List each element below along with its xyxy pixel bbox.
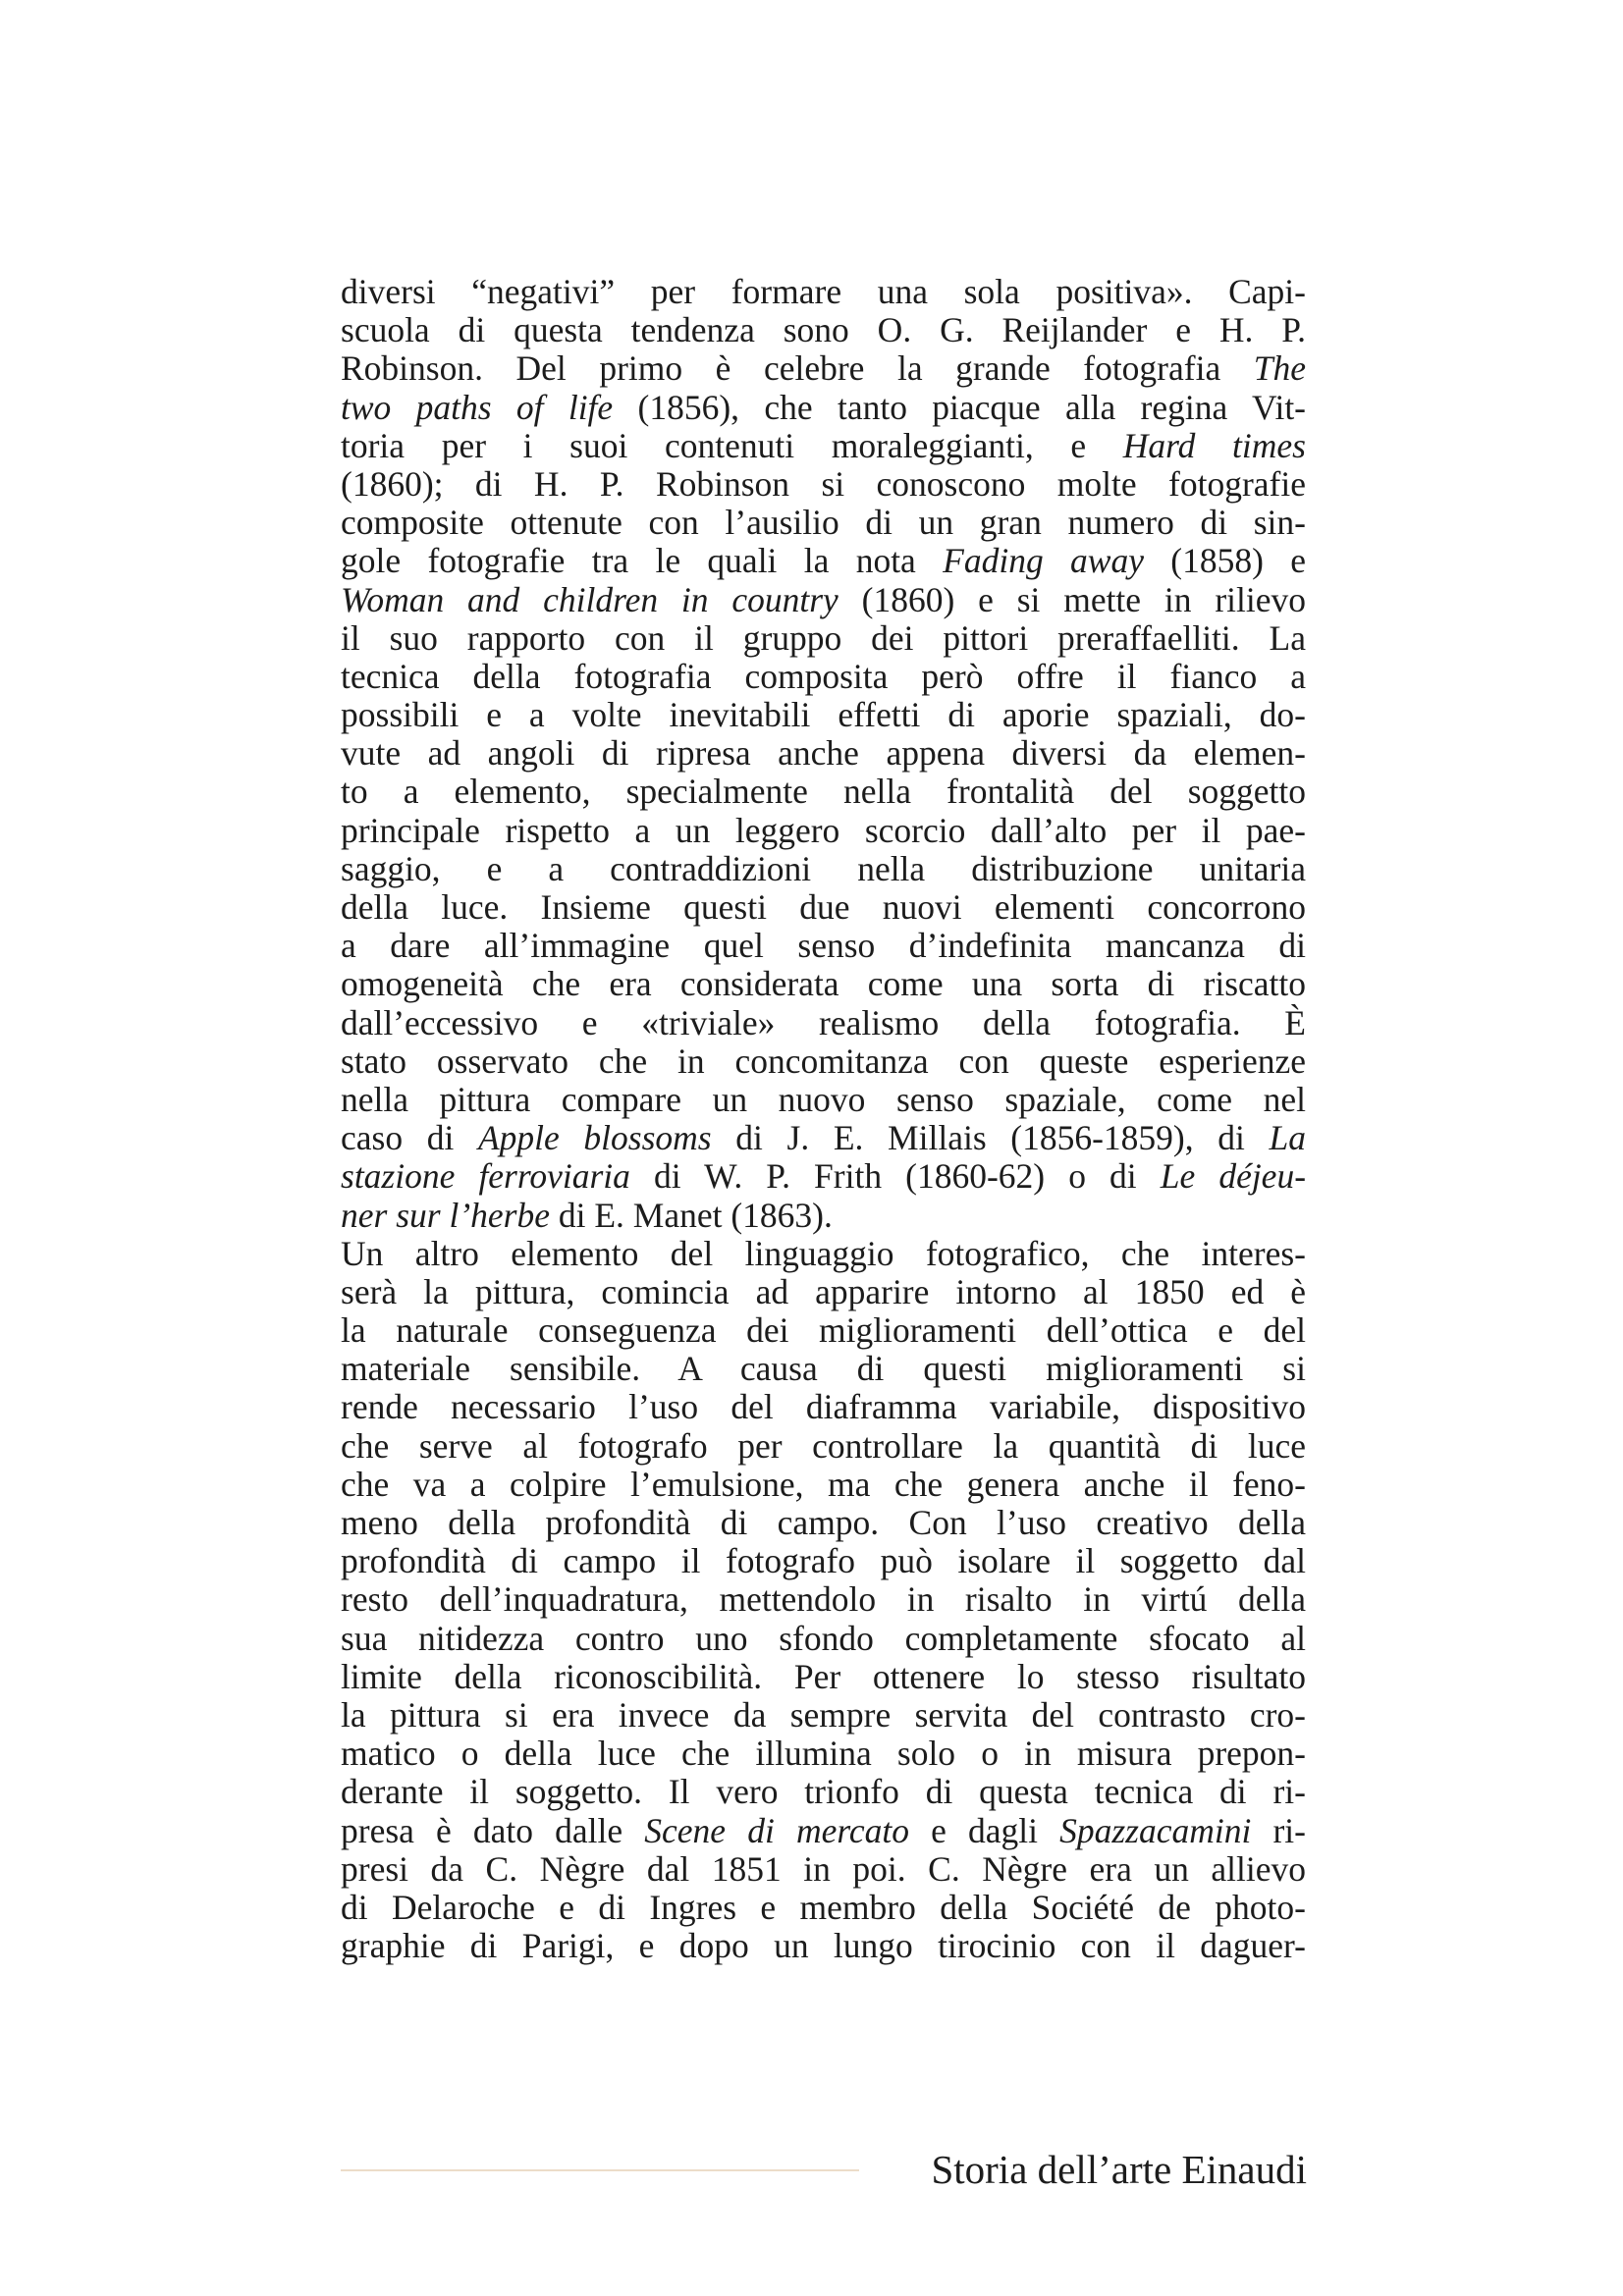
text-line: saggio, e a contraddizioni nella distribuzione unitaria	[341, 848, 1306, 888]
text-line: matico o della luce che illumina solo o in misura prepon-	[341, 1734, 1306, 1774]
text-line: omogeneità che era considerata come una sorta di riscatto	[341, 964, 1306, 1004]
text-line: ner sur l’herbe di E. Manet (1863).	[341, 1195, 833, 1235]
text-line: presi da C. Nègre dal 1851 in poi. C. Nègre era un allievo	[341, 1848, 1306, 1889]
text-line: che serve al fotografo per controllare la quantità di luce	[341, 1425, 1306, 1466]
text-line: Un altro elemento del linguaggio fotografico, che interes-	[341, 1233, 1306, 1273]
italic-title: Le déjeu-	[1160, 1156, 1307, 1197]
text-line: di Delaroche e di Ingres e membro della Société de photo-	[341, 1887, 1306, 1927]
text-line: dall’eccessivo e «triviale» realismo della fotografia. È	[341, 1002, 1306, 1042]
text-line: a dare all’immagine quel senso d’indefinita mancanza di	[341, 926, 1306, 966]
text-line: vute ad angoli di ripresa anche appena diversi da elemen-	[341, 733, 1306, 774]
text-line: Robinson. Del primo è celebre la grande fotografia The	[341, 348, 1306, 389]
text-line: sua nitidezza contro uno sfondo completamente sfocato al	[341, 1618, 1306, 1658]
text-line: limite della riconoscibilità. Per ottenere lo stesso risultato	[341, 1656, 1306, 1696]
text-line: la naturale conseguenza dei miglioramenti dell’ottica e del	[341, 1310, 1306, 1351]
italic-title: ner sur l’herbe	[341, 1195, 550, 1235]
text-line: serà la pittura, comincia ad apparire intorno al 1850 ed è	[341, 1271, 1306, 1311]
text-line: scuola di questa tendenza sono O. G. Reijlander e H. P.	[341, 310, 1306, 350]
italic-title: Apple blossoms	[477, 1118, 712, 1158]
text-line: profondità di campo il fotografo può isolare il soggetto dal	[341, 1541, 1306, 1581]
text-line: nella pittura compare un nuovo senso spaziale, come nel	[341, 1079, 1306, 1119]
text-line: stato osservato che in concomitanza con queste esperienze	[341, 1041, 1306, 1081]
footer-title: Storia dell’arte Einaudi	[931, 2147, 1307, 2192]
text-line: che va a colpire l’emulsione, ma che genera anche il feno-	[341, 1464, 1306, 1504]
text-line: derante il soggetto. Il vero trionfo di questa tecnica di ri-	[341, 1772, 1306, 1812]
text-line: presa è dato dalle Scene di mercato e dagli Spazzacamini ri-	[341, 1810, 1306, 1850]
text-line: caso di Apple blossoms di J. E. Millais (1856-1859), di La	[341, 1118, 1307, 1158]
text-line: stazione ferroviaria di W. P. Frith (1860-62) o di Le déjeu-	[341, 1156, 1307, 1197]
text-line: rende necessario l’uso del diaframma variabile, dispositivo	[341, 1387, 1306, 1427]
text-line: resto dell’inquadratura, mettendolo in risalto in virtú della	[341, 1579, 1306, 1620]
text-line: principale rispetto a un leggero scorcio dall’alto per il pae-	[341, 810, 1306, 850]
italic-title: Scene di mercato	[644, 1810, 909, 1850]
text-line: il suo rapporto con il gruppo dei pittori preraffaelliti. La	[341, 617, 1306, 658]
text-line: meno della profondità di campo. Con l’uso creativo della	[341, 1503, 1306, 1542]
italic-title: The	[1253, 348, 1306, 389]
italic-title: two paths of life	[341, 387, 614, 427]
text-line: della luce. Insieme questi due nuovi elementi concorrono	[341, 887, 1306, 927]
text-line: (1860); di H. P. Robinson si conoscono molte fotografie	[341, 463, 1306, 504]
text-line: tecnica della fotografia composita però offre il fianco a	[341, 656, 1306, 696]
text-line: materiale sensibile. A causa di questi miglioramenti si	[341, 1349, 1306, 1389]
text-line: to a elemento, specialmente nella frontalità del soggetto	[341, 772, 1306, 812]
text-line: toria per i suoi contenuti moraleggianti, e Hard times	[341, 425, 1306, 465]
text-line: composite ottenute con l’ausilio di un gran numero di sin-	[341, 503, 1306, 543]
italic-title: La	[1269, 1118, 1307, 1158]
body-text	[341, 273, 1306, 1965]
italic-title: Spazzacamini	[1059, 1810, 1252, 1850]
text-line: two paths of life (1856), che tanto piacque alla regina Vit-	[341, 387, 1307, 427]
footer-rule	[341, 2169, 859, 2171]
text-line: la pittura si era invece da sempre servita del contrasto cro-	[341, 1694, 1306, 1735]
text-line: graphie di Parigi, e dopo un lungo tirocinio con il daguer-	[341, 1926, 1306, 1966]
italic-title: Hard times	[1122, 425, 1306, 465]
text-line: gole fotografie tra le quali la nota Fading away (1858) e	[341, 541, 1307, 581]
italic-title: Fading away	[943, 541, 1144, 581]
text-line: diversi “negativi” per formare una sola positiva». Capi-	[341, 272, 1306, 311]
italic-title: Woman and children in country	[341, 579, 839, 619]
text-line: possibili e a volte inevitabili effetti di aporie spaziali, do-	[341, 695, 1306, 735]
italic-title: stazione ferroviaria	[341, 1156, 630, 1197]
text-line: Woman and children in country (1860) e si mette in rilievo	[341, 579, 1306, 619]
